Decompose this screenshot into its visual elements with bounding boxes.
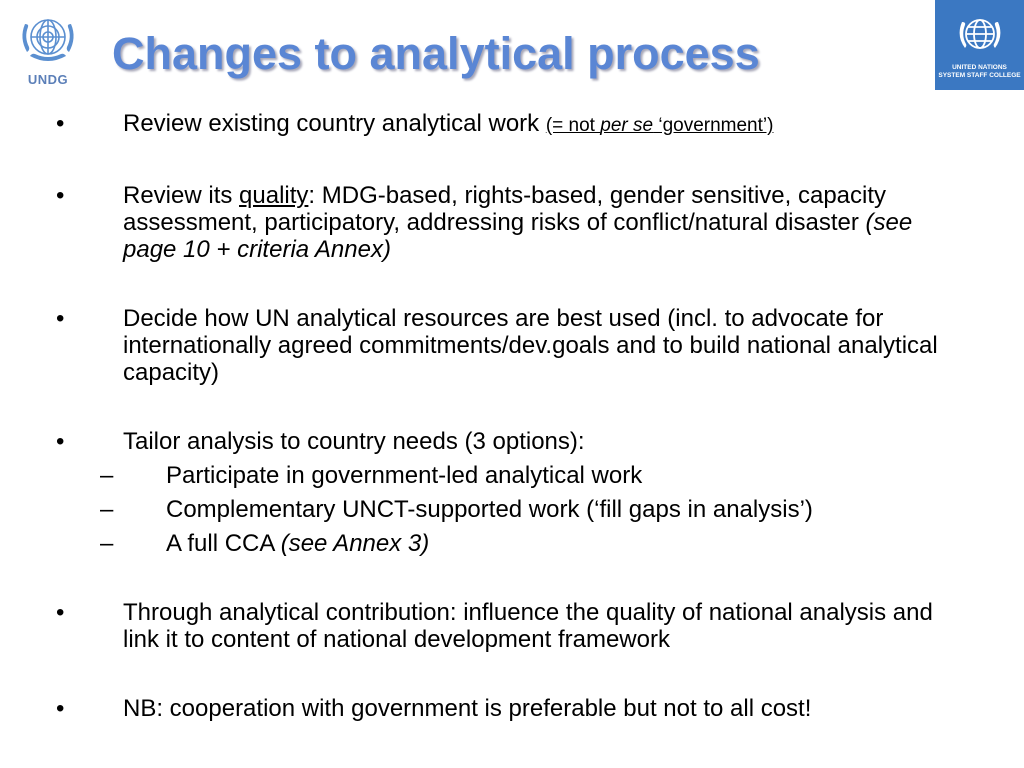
bullet-marker: • (56, 599, 65, 626)
bullet-item (0, 599, 1024, 695)
sub-item-text (166, 530, 986, 557)
globe-icon (957, 8, 1003, 60)
bullet-item (0, 110, 1024, 182)
sub-item-main-text: Participate in government-led analytical work (166, 462, 643, 489)
bullet-pre-text: Review its (123, 182, 240, 209)
sub-item-main-text: A full CCA (166, 530, 281, 557)
bullet-marker: • (56, 428, 65, 455)
undg-logo (12, 8, 84, 90)
dash-marker: – (100, 496, 114, 523)
sub-item (0, 496, 1024, 530)
unssc-logo-text: UNITED NATIONS SYSTEM STAFF COLLEGE (938, 64, 1021, 79)
dash-marker: – (100, 530, 114, 557)
note-pre: (= not (545, 115, 601, 136)
bullet-item (0, 305, 1024, 428)
bullet-marker: • (56, 110, 65, 137)
un-emblem-icon (12, 8, 84, 70)
sub-item (0, 462, 1024, 496)
sub-item-text (166, 496, 986, 523)
bullet-text (123, 110, 973, 139)
bullet-item (0, 182, 1024, 305)
bullet-text: Tailor analysis to country needs (3 options): (123, 428, 585, 455)
bullet-note (546, 115, 774, 136)
sub-item-text (166, 462, 986, 489)
page-title: Changes to analytical process (112, 28, 760, 79)
bullet-text: Decide how UN analytical resources are best used (incl. to advocate for internationally agreed commitments/dev.goals and to build national analytical capacity) (123, 305, 938, 386)
unssc-logo (935, 0, 1024, 90)
note-post: ‘government’) (653, 115, 774, 136)
bullet-underlined-text: quality (239, 182, 309, 209)
bullet-text: NB: cooperation with government is preferable but not to all cost! (123, 695, 812, 722)
sub-item-italic-text: (see Annex 3) (280, 530, 430, 557)
bullet-list (0, 110, 1024, 729)
bullet-post-text: : MDG-based, rights-based, gender sensitive, capacity assessment, participatory, addressing risks of conflict/natural disaster (123, 182, 887, 236)
bullet-marker: • (56, 182, 65, 209)
dash-marker: – (100, 462, 114, 489)
sub-item (0, 530, 1024, 599)
bullet-main-text: Review existing country analytical work (123, 110, 546, 137)
bullet-item (0, 428, 1024, 462)
bullet-item (0, 695, 1024, 729)
bullet-text (123, 182, 943, 263)
undg-logo-text: UNDG (27, 72, 69, 87)
bullet-marker: • (56, 695, 65, 722)
sub-item-main-text: Complementary UNCT-supported work (‘fill gaps in analysis’) (166, 496, 813, 523)
note-italic: per se (600, 115, 654, 136)
bullet-marker: • (56, 305, 65, 332)
bullet-italic-text: (see page 10 + criteria Annex) (123, 209, 913, 263)
bullet-text: Through analytical contribution: influence the quality of national analysis and link it to content of national development framework (123, 599, 933, 653)
